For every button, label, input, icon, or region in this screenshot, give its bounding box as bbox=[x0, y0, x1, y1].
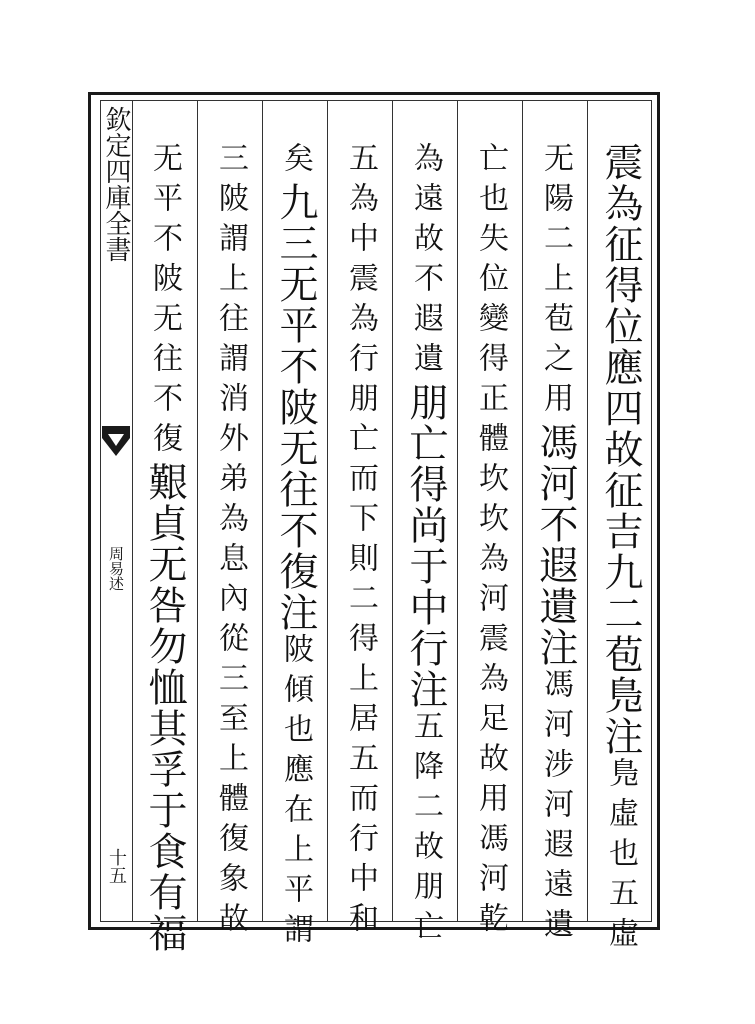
annotation-mark: 注 bbox=[533, 627, 578, 668]
text-column bbox=[587, 100, 652, 957]
column-text bbox=[198, 142, 263, 942]
commentary-text: 矣 bbox=[278, 142, 313, 182]
commentary-text: 馮河涉河遐遠遺 bbox=[538, 668, 573, 948]
book-title: 欽定四庫全書 bbox=[101, 106, 131, 262]
annotation-mark: 注 bbox=[403, 669, 448, 710]
column-text bbox=[588, 142, 653, 957]
column-text bbox=[328, 142, 393, 942]
main-text: 馮河不遐遺 bbox=[533, 422, 578, 627]
commentary-text: 為遠故不遐遺 bbox=[408, 142, 443, 382]
main-text: 艱貞无咎勿恤其孚于食有福 bbox=[142, 462, 187, 954]
main-text: 九三无平不陂无往不復 bbox=[273, 182, 318, 592]
main-text: 九二苞𠒎 bbox=[598, 552, 643, 716]
commentary-text: 陂傾也應在上平謂 bbox=[278, 633, 313, 953]
center-margin bbox=[100, 100, 133, 922]
annotation-mark: 注 bbox=[273, 592, 318, 633]
column-text bbox=[393, 142, 458, 950]
chapter-name: 周易述 bbox=[107, 546, 125, 591]
text-columns bbox=[132, 100, 652, 957]
column-text bbox=[132, 142, 197, 954]
column-text bbox=[523, 142, 588, 948]
commentary-text: 亡也失位變得正體坎坎為河震為足故用馮河乾 bbox=[473, 142, 508, 942]
column-text bbox=[458, 142, 523, 942]
text-column bbox=[132, 100, 197, 954]
main-text: 震為征得位應四故征吉 bbox=[598, 142, 643, 552]
commentary-text: 无陽二上苞之用 bbox=[538, 142, 573, 422]
annotation-mark: 注 bbox=[598, 716, 643, 757]
text-column bbox=[392, 100, 457, 950]
commentary-text: 𠒎虛也五虛 bbox=[603, 757, 638, 957]
page-number: 十五 bbox=[106, 848, 127, 884]
commentary-text: 三陂謂上往謂消外弟為息內從三至上體復象故 bbox=[213, 142, 248, 942]
text-column bbox=[327, 100, 392, 942]
text-column bbox=[457, 100, 522, 942]
commentary-text: 五降二故朋亡 bbox=[408, 710, 443, 950]
text-column bbox=[262, 100, 327, 953]
main-text: 朋亡得尚于中行 bbox=[403, 382, 448, 669]
text-column bbox=[197, 100, 262, 942]
column-text bbox=[263, 142, 328, 953]
commentary-text: 无平不陂无往不復 bbox=[147, 142, 182, 462]
fish-tail-mark-icon bbox=[102, 426, 130, 456]
text-column bbox=[522, 100, 587, 948]
commentary-text: 五為中震為行朋亡而下則二得上居五而行中和 bbox=[343, 142, 378, 942]
